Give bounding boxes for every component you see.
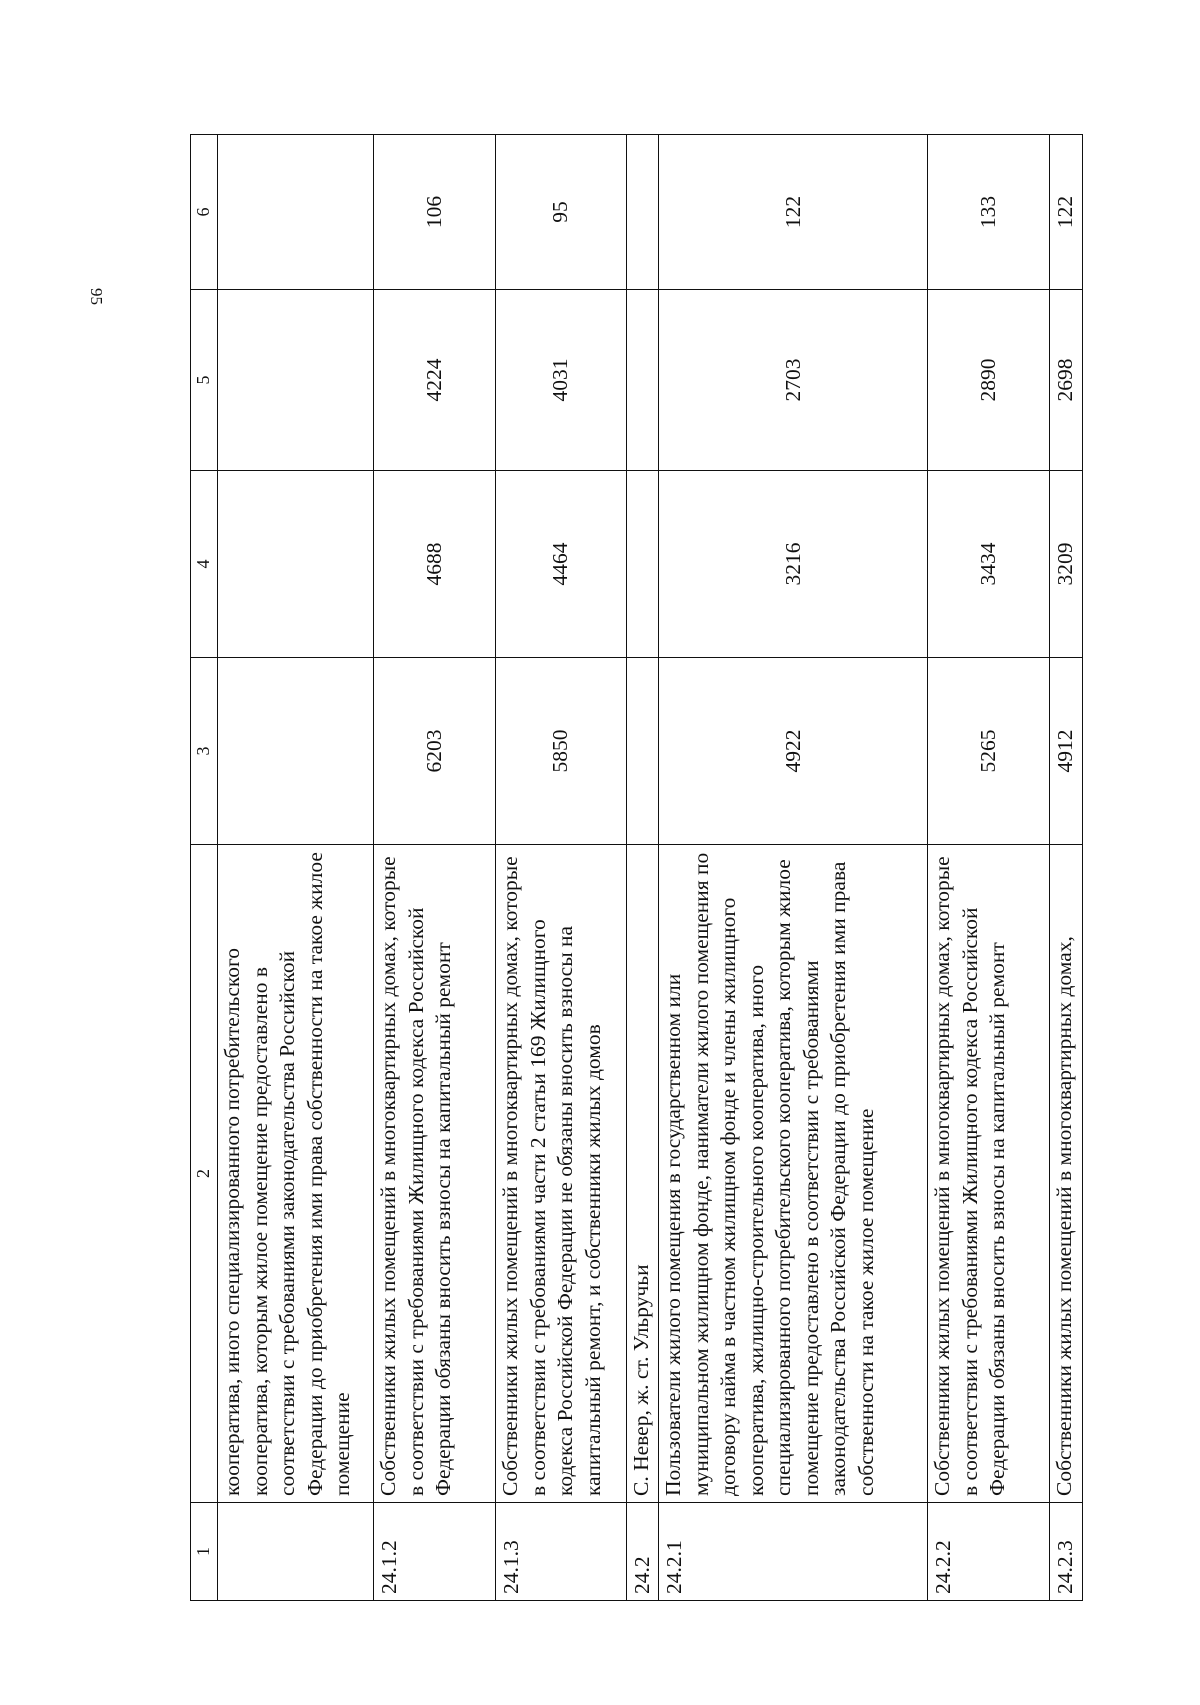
page-number: 95 [87,288,106,305]
value-col-3: 6203 [374,658,496,845]
value-col-4 [218,471,374,658]
data-table-container [190,135,1083,1601]
value-col-6: 106 [374,135,496,290]
value-col-6: 133 [928,135,1050,290]
column-header-1: 1 [191,1503,218,1601]
value-col-4: 4688 [374,471,496,658]
table-row [928,135,1050,1601]
row-number: 24.2.1 [659,1503,928,1601]
data-table [190,134,1083,1601]
column-header-5: 5 [191,290,218,471]
row-description: Собственники жилых помещений в многоквартирных домах, которые в соответствии с требованиями Жилищного кодекса Российской Федерации обязаны вносить взносы на капитальный ремонт [928,845,1050,1503]
value-col-5: 4031 [496,290,626,471]
value-col-3: 5265 [928,658,1050,845]
value-col-6: 122 [1050,135,1083,290]
row-description: Пользователи жилого помещения в государственном или муниципальном жилищном фонде, наниматели жилого помещения по договору найма в частном жилищном фонде и члены жилищного кооператива, жилищно-строительного кооператива, иного специализированного потребительского кооператива, которым жилое помещение предоставлено в соответствии с требованиями законодательства Российской Федерации до приобретения ими права собственности на такое жилое помещение [659,845,928,1503]
value-col-4: 3216 [659,471,928,658]
value-col-4: 3434 [928,471,1050,658]
table-row [496,135,626,1601]
value-col-5: 2703 [659,290,928,471]
section-title: С. Невер, ж. ст. Ульручьи [626,845,659,1503]
table-header-row [191,135,218,1601]
value-col-6 [626,135,659,290]
value-col-5: 2698 [1050,290,1083,471]
value-col-5: 2890 [928,290,1050,471]
row-number: 24.2.3 [1050,1503,1083,1601]
table-row [218,135,374,1601]
value-col-3 [626,658,659,845]
value-col-4: 3209 [1050,471,1083,658]
row-description: Собственники жилых помещений в многоквартирных домах, которые в соответствии с требованиями Жилищного кодекса Российской Федерации обязаны вносить взносы на капитальный ремонт [374,845,496,1503]
table-row [1050,135,1083,1601]
column-header-6: 6 [191,135,218,290]
table-row [659,135,928,1601]
column-header-3: 3 [191,658,218,845]
value-col-5 [218,290,374,471]
value-col-5 [626,290,659,471]
value-col-5: 4224 [374,290,496,471]
value-col-3: 4912 [1050,658,1083,845]
value-col-3 [218,658,374,845]
value-col-4: 4464 [496,471,626,658]
value-col-3: 4922 [659,658,928,845]
value-col-3: 5850 [496,658,626,845]
table-row [374,135,496,1601]
value-col-4 [626,471,659,658]
value-col-6: 95 [496,135,626,290]
section-row [626,135,659,1601]
column-header-2: 2 [191,845,218,1503]
row-number [218,1503,374,1601]
column-header-4: 4 [191,471,218,658]
row-description: Собственники жилых помещений в многоквартирных домах, [1050,845,1083,1503]
row-number: 24.1.3 [496,1503,626,1601]
row-number: 24.2.2 [928,1503,1050,1601]
row-description: кооператива, иного специализированного потребительского кооператива, которым жилое помещение предоставлено в соответствии с требованиями законодательства Российской Федерации до приобретения ими права собственности на такое жилое помещение [218,845,374,1503]
row-number: 24.2 [626,1503,659,1601]
value-col-6: 122 [659,135,928,290]
row-description: Собственники жилых помещений в многоквартирных домах, которые в соответствии с требованиями части 2 статьи 169 Жилищного кодекса Российской Федерации не обязаны вносить взносы на капитальный ремонт, и собственники жилых домов [496,845,626,1503]
row-number: 24.1.2 [374,1503,496,1601]
value-col-6 [218,135,374,290]
